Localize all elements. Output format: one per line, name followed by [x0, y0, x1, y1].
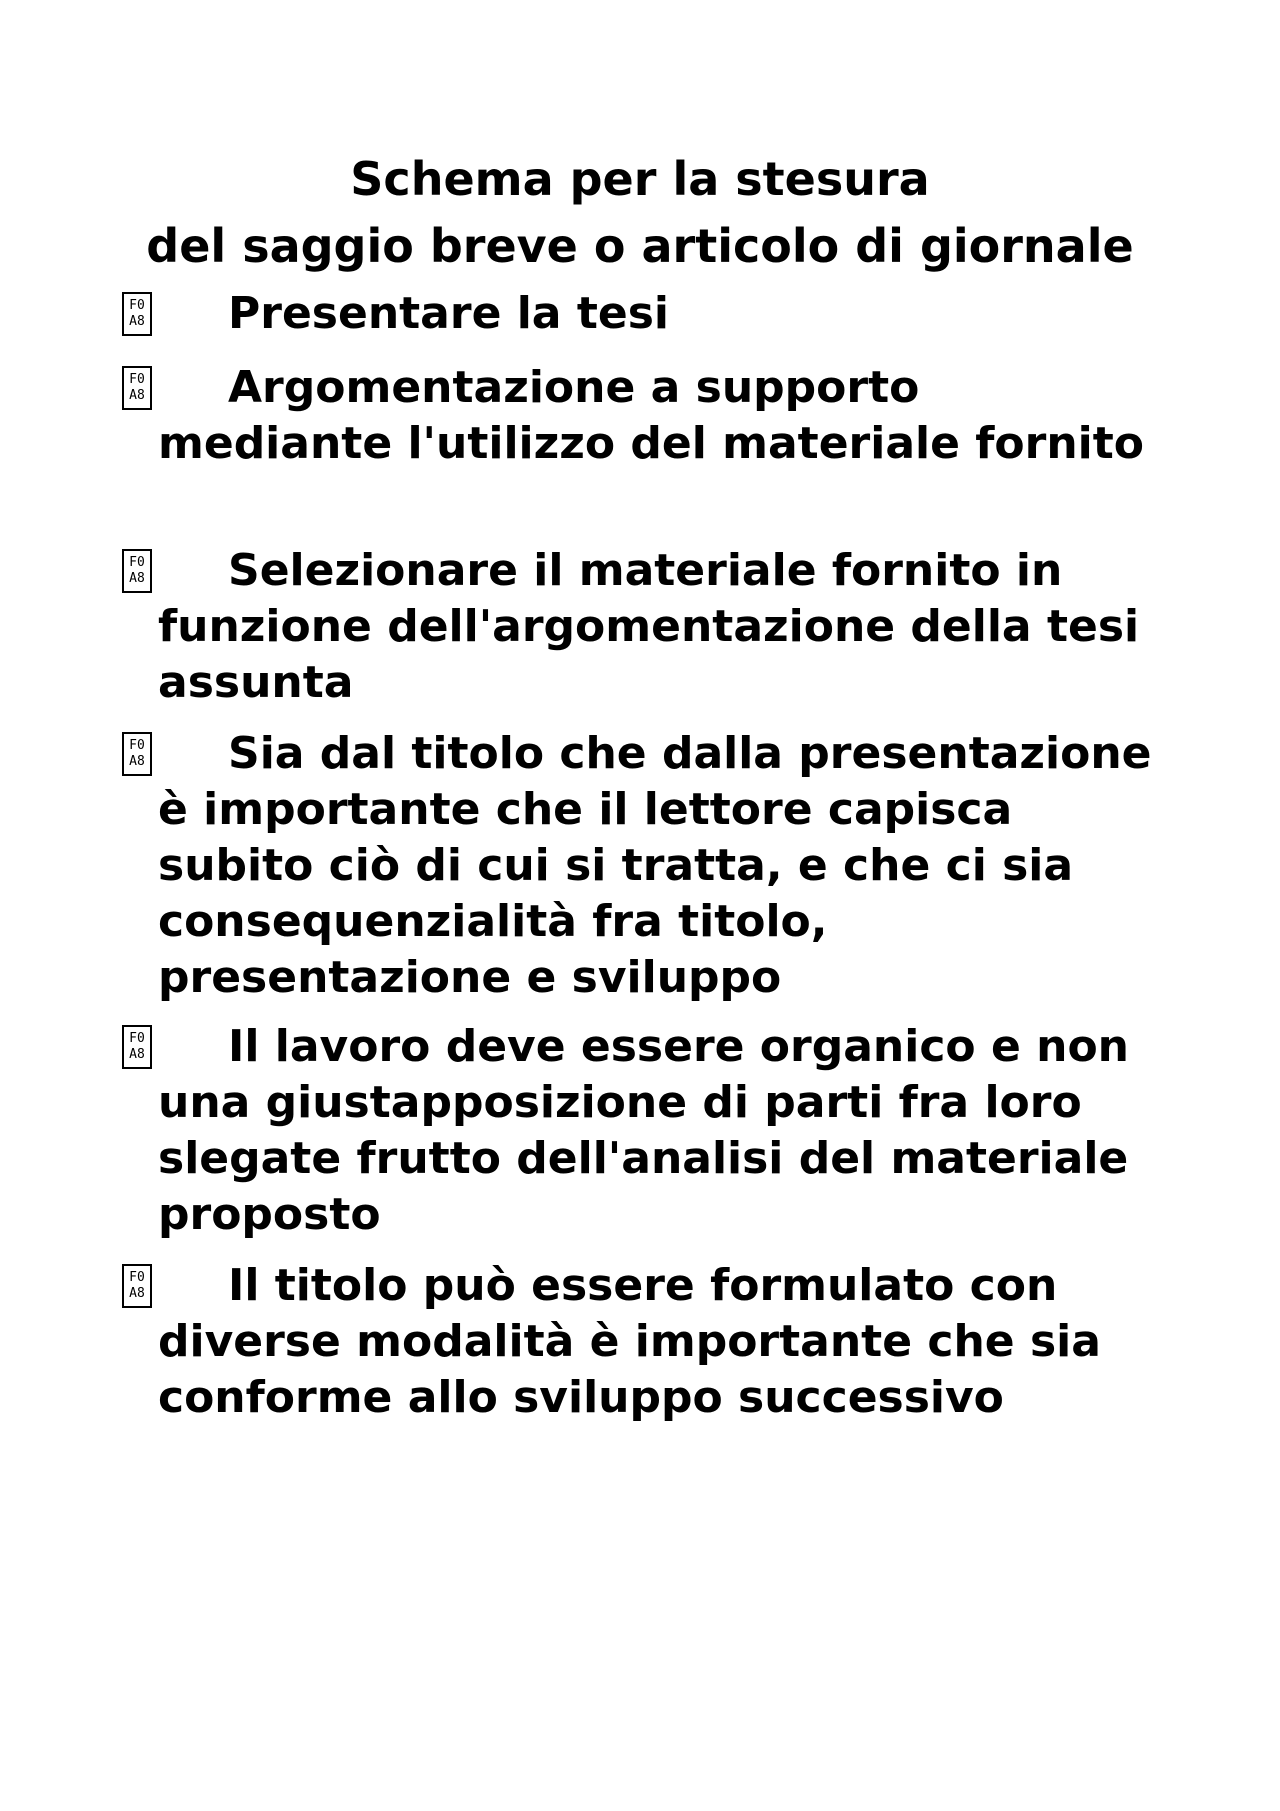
list-item-text: Sia dal titolo che dalla presentazione è importante che il lettore capisca subito ciò di cui si tratta, e che ci sia consequenzialità fra titolo, presentazione e sviluppo	[158, 728, 1152, 1003]
list-item-text: Presentare la tesi	[228, 288, 669, 339]
glyph-code-bottom: A8	[129, 571, 145, 586]
glyph-code-bottom: A8	[129, 1047, 145, 1062]
list-item-text: Il titolo può essere formulato con diverse modalità è importante che sia conforme allo sviluppo successivo	[158, 1260, 1101, 1423]
missing-glyph-icon	[122, 1264, 152, 1308]
glyph-code-top: F0	[129, 738, 145, 753]
glyph-code-bottom: A8	[129, 388, 145, 403]
missing-glyph-icon	[122, 292, 152, 336]
glyph-code-top: F0	[129, 298, 145, 313]
glyph-code-bottom: A8	[129, 314, 145, 329]
missing-glyph-icon	[122, 732, 152, 776]
missing-glyph-icon	[122, 549, 152, 593]
page-title: Schema per la stesura	[350, 152, 930, 206]
page-subtitle: del saggio breve o articolo di giornale	[146, 219, 1134, 273]
glyph-code-top: F0	[129, 555, 145, 570]
glyph-code-bottom: A8	[129, 1286, 145, 1301]
list-item-text: Selezionare il materiale fornito in funzione dell'argomentazione della tesi assunta	[158, 545, 1140, 708]
list-item-text: Argomentazione a supporto mediante l'utilizzo del materiale fornito	[158, 362, 1145, 469]
glyph-code-top: F0	[129, 1031, 145, 1046]
missing-glyph-icon	[122, 1025, 152, 1069]
glyph-code-top: F0	[129, 1270, 145, 1285]
missing-glyph-icon	[122, 366, 152, 410]
glyph-code-top: F0	[129, 372, 145, 387]
glyph-code-bottom: A8	[129, 754, 145, 769]
list-item-text: Il lavoro deve essere organico e non una giustapposizione di parti fra loro slegate frutto dell'analisi del materiale proposto	[158, 1021, 1129, 1240]
